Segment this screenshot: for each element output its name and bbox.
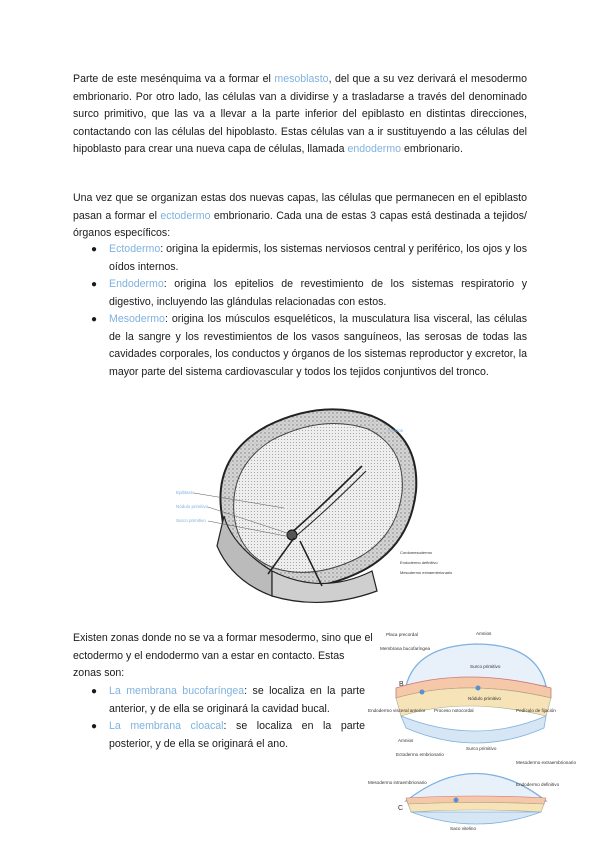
label: Placa precordal — [386, 632, 418, 637]
label: B — [399, 681, 404, 688]
bullet-icon: ● — [91, 279, 98, 290]
label: Proceso notocordal — [434, 708, 474, 713]
bullet-icon: ● — [91, 244, 98, 255]
list-item — [90, 683, 365, 718]
sagittal-sections-figure — [366, 626, 576, 836]
membrane-list — [90, 683, 365, 753]
paragraph-mesoblasto — [73, 71, 527, 159]
label: Surco primitivo — [466, 746, 497, 751]
text-run: , del que a su vez derivará el mesodermo embrionario. Por otro lado, las células van a dividirse y a trasladarse a través del denominado surco primitivo, que las va a llevar a la parte inferior del epiblasto en distintas direcciones, contactando con las células del hipoblasto. Estas células van a ir sustituyendo a las células del hipoblasto para crear una nueva capa de células, llamada — [73, 73, 527, 155]
term-ectodermo: Ectodermo — [109, 243, 161, 255]
term-membrana-bucofaringea: La membrana bucofaríngea — [109, 685, 245, 697]
label: Ectodermo embrionario — [396, 752, 444, 757]
label: Amnios — [388, 428, 404, 433]
item-text: : origina los músculos esqueléticos, la musculatura lisa visceral, las células de la sangre y los revestimientos de los vasos sanguíneos, las serosas de todas las cavidades corporales, los conductos y órganos de los sistemas reproductor y excretor, la mayor parte del sistema cardiovascular y todos los tejidos conjuntivos del tronco. — [109, 313, 527, 378]
highlight-mesoblasto: mesoblasto — [274, 73, 329, 85]
label: Endodermo definitivo — [516, 782, 560, 787]
label: Amnios — [476, 631, 492, 636]
bullet-icon: ● — [91, 686, 98, 697]
term-endodermo: Endodermo — [109, 278, 164, 290]
text-run: embrionario. — [401, 143, 463, 155]
paragraph-capas — [73, 190, 527, 243]
bullet-icon: ● — [91, 314, 98, 325]
text-run: embrionario. Cada una de estas 3 capas está destinada a tejidos/órganos específicos: — [73, 209, 527, 239]
item-text: : origina la epidermis, los sistemas nerviosos central y periférico, los ojos y los oídos internos. — [109, 243, 527, 273]
term-mesodermo: Mesodermo — [109, 313, 165, 325]
item-text: : se localiza en la parte anterior, y de ella se originará la cavidad bucal. — [109, 685, 365, 715]
list-item — [90, 718, 365, 753]
paragraph-zonas — [73, 630, 373, 683]
text-run: Existen zonas donde no se va a formar mesodermo, sino que el ectodermo y el endodermo van a estar en contacto. Estas zonas son: — [73, 632, 373, 679]
term-membrana-cloacal: La membrana cloacal — [109, 720, 224, 732]
highlight-ectodermo: ectodermo — [160, 209, 211, 222]
highlight-endodermo: endodermo — [347, 143, 402, 155]
list-item — [90, 276, 527, 311]
label: Surco primitivo — [176, 518, 206, 523]
label: Epiblasto — [176, 490, 195, 495]
embryo-disc-figure — [172, 396, 453, 611]
label: Saco vitelino — [450, 826, 477, 831]
label: Mesodermo intraembrionario — [368, 780, 427, 785]
label: Nódulo primitivo — [176, 504, 209, 509]
label: Surco primitivo — [470, 664, 501, 669]
germ-layer-list — [90, 241, 527, 381]
item-text: : origina los epitelios de revestimiento de los sistemas respiratorio y digestivo, incluyendo las glándulas relacionadas con estos. — [109, 278, 527, 308]
text-run: Una vez que se organizan estas dos nuevas capas, las células que permanecen en el epiblasto pasan a formar el — [73, 192, 527, 222]
label: Endodermo visceral anterior — [368, 708, 426, 713]
label: Nódulo primitivo — [468, 696, 501, 701]
list-item — [90, 311, 527, 381]
label: Mesodermo extraembrionario — [516, 760, 576, 765]
bullet-icon: ● — [91, 721, 98, 732]
list-item — [90, 241, 527, 276]
text-run: Parte de este mesénquima va a formar el — [73, 73, 275, 85]
label: C — [398, 805, 404, 812]
label: Pedículo de fijación — [516, 708, 556, 713]
label: Endodermo definitivo — [400, 560, 438, 565]
label: Cordomesodermo — [400, 550, 433, 555]
item-text: : se localiza en la parte posterior, y de ella se originará el ano. — [109, 720, 365, 750]
label: Membrana bucofaríngea — [380, 646, 431, 651]
label: Mesodermo extraembrionario — [400, 570, 453, 575]
label: Amnios — [398, 738, 414, 743]
